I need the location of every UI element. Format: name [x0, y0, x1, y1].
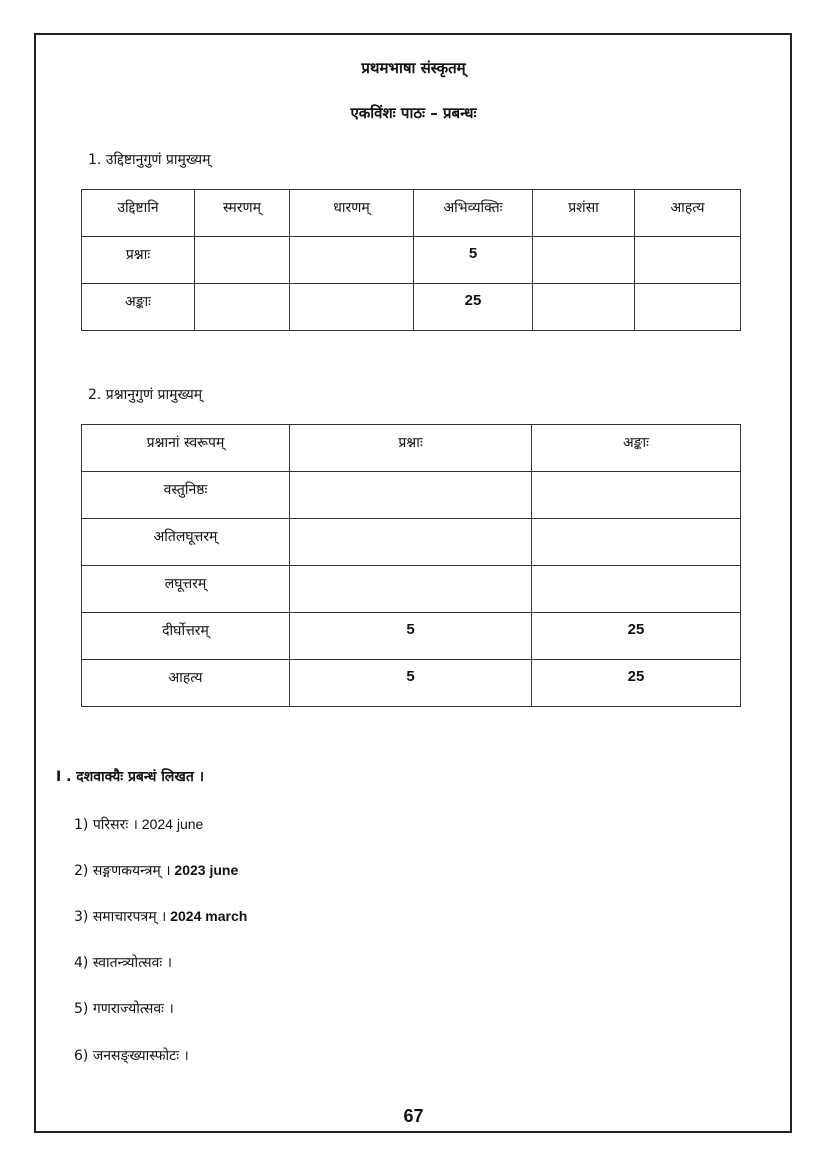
row-label: आहत्य: [82, 660, 290, 707]
table-cell: [290, 472, 532, 519]
objective-weightage-table: [81, 189, 741, 331]
col-header: उद्दिष्टानि: [82, 190, 195, 237]
table-cell: 25: [532, 613, 741, 660]
row-label: अतिलघूत्तरम्: [82, 519, 290, 566]
row-label: वस्तुनिष्ठः: [82, 472, 290, 519]
table-cell: [290, 237, 414, 284]
table-cell: 25: [414, 284, 533, 331]
table-cell: [532, 472, 741, 519]
essay-topic-label: 6) जनसङ्ख्यास्फोटः ।: [74, 1048, 189, 1064]
essay-topic-label: 4) स्वातन्त्र्योत्सवः ।: [74, 955, 173, 971]
table-row: [82, 519, 741, 566]
table-row: [82, 237, 741, 284]
table-cell: [290, 566, 532, 613]
lesson-title: एकविंशः पाठः – प्रबन्धः: [350, 104, 477, 122]
table-row: [82, 660, 741, 707]
table-cell: [635, 237, 741, 284]
page-number: 67: [403, 1106, 424, 1126]
row-label: लघूत्तरम्: [82, 566, 290, 613]
col-header: स्मरणम्: [195, 190, 290, 237]
essay-topic-item: [74, 999, 174, 1018]
essay-topic-item: [74, 815, 203, 834]
essay-topic-label: 5) गणराज्योत्सवः ।: [74, 1001, 174, 1017]
col-header: प्रश्नाः: [290, 425, 532, 472]
table-cell: 5: [414, 237, 533, 284]
essay-topic-label: 1) परिसरः ।: [74, 817, 138, 833]
table-cell: [195, 237, 290, 284]
essay-topic-label: 3) समाचारपत्रम् ।: [74, 909, 167, 925]
essay-topic-item: [74, 861, 238, 880]
table-cell: [532, 519, 741, 566]
col-header: प्रशंसा: [533, 190, 635, 237]
table-cell: [290, 284, 414, 331]
col-header: धारणम्: [290, 190, 414, 237]
essay-topic-label: 2) सङ्गणकयन्त्रम् ।: [74, 863, 171, 879]
table-cell: [533, 284, 635, 331]
question-weightage-table: [81, 424, 741, 707]
essay-topic-item: [74, 953, 172, 972]
row-label: अङ्काः: [82, 284, 195, 331]
table-header-row: [82, 425, 741, 472]
table-cell: [635, 284, 741, 331]
row-label: दीर्घोत्तरम्: [82, 613, 290, 660]
table-cell: [533, 237, 635, 284]
table-row: [82, 472, 741, 519]
task-heading: I . दशवाक्यैः प्रबन्धं लिखत ।: [56, 769, 205, 785]
essay-topic-year: 2024 march: [166, 908, 248, 924]
table-header-row: [82, 190, 741, 237]
table-cell: 25: [532, 660, 741, 707]
col-header: अभिव्यक्तिः: [414, 190, 533, 237]
table-row: [82, 284, 741, 331]
table-cell: [290, 519, 532, 566]
col-header: अङ्काः: [532, 425, 741, 472]
table-cell: 5: [290, 613, 532, 660]
essay-topic-item: [74, 907, 247, 926]
col-header: आहत्य: [635, 190, 741, 237]
essay-topic-year: 2024 june: [137, 816, 204, 832]
col-header: प्रश्नानां स्वरूपम्: [82, 425, 290, 472]
table-cell: [195, 284, 290, 331]
table-row: [82, 566, 741, 613]
section1-heading: 1. उद्दिष्टानुगुणं प्रामुख्यम्: [88, 152, 211, 168]
table-cell: 5: [290, 660, 532, 707]
row-label: प्रश्नाः: [82, 237, 195, 284]
table-cell: [532, 566, 741, 613]
essay-topic-year: 2023 june: [170, 862, 239, 878]
subject-title: प्रथमभाषा संस्कृतम्: [361, 59, 466, 77]
section2-heading: 2. प्रश्नानुगुणं प्रामुख्यम्: [88, 387, 203, 403]
essay-topic-item: [74, 1046, 189, 1065]
table-row: [82, 613, 741, 660]
